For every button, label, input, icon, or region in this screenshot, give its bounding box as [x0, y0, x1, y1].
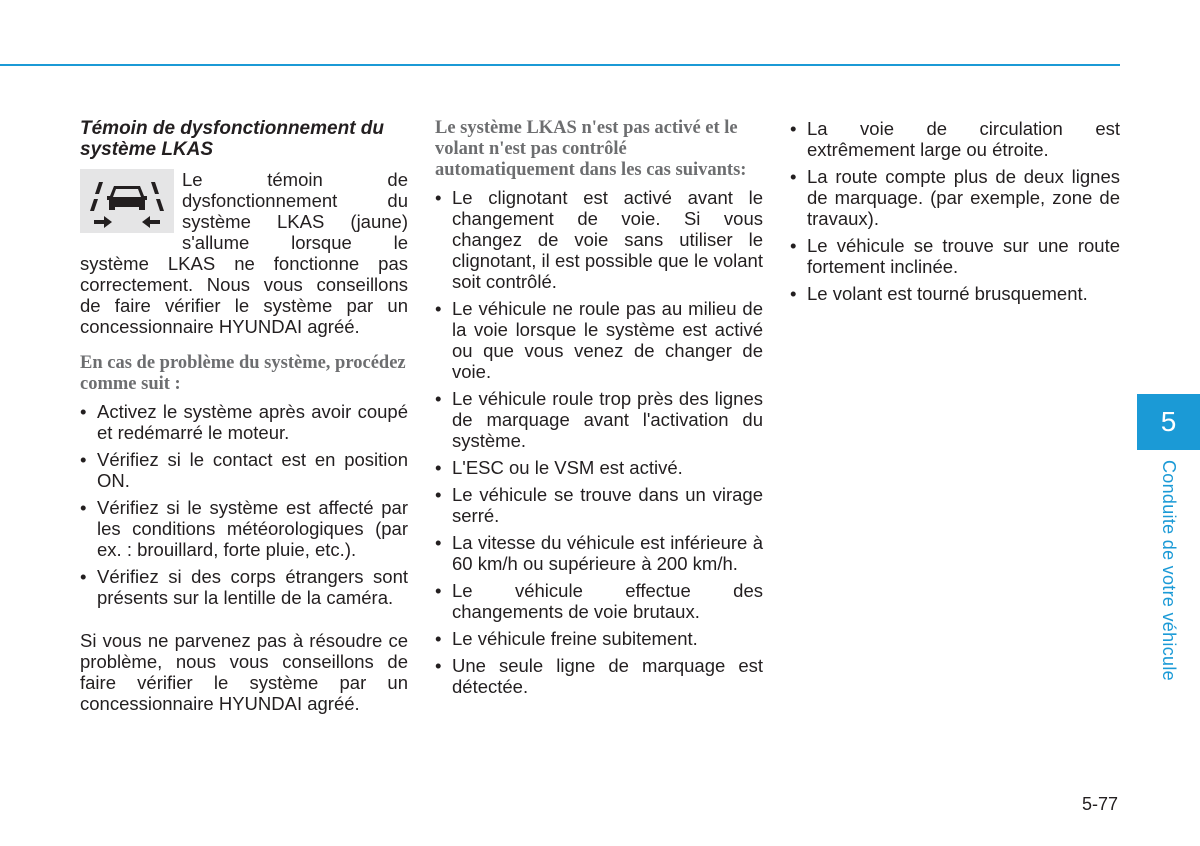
- top-rule: [0, 64, 1120, 66]
- list-item: • Vérifiez si des corps étrangers sont présents sur la lentille de la caméra.: [80, 566, 408, 608]
- not-activated-heading: Le système LKAS n'est pas activé et le volant n'est pas contrôlé automatiquement dans les cas suivants:: [435, 118, 747, 180]
- lkas-warning-icon: [80, 169, 174, 233]
- list-item: • Vérifiez si le système est affecté par les conditions météorologiques (par ex. : brouillard, forte pluie, etc.).: [80, 497, 408, 560]
- column-1: [80, 118, 408, 714]
- continued-bullet-list: [790, 118, 1120, 304]
- icon-wrapper: [80, 169, 174, 233]
- list-item: • L'ESC ou le VSM est activé.: [435, 457, 763, 478]
- not-activated-bullet-list: [435, 187, 763, 697]
- list-item: • Activez le système après avoir coupé et redémarré le moteur.: [80, 401, 408, 443]
- section-number-tab: 5: [1137, 394, 1200, 450]
- closing-paragraph: Si vous ne parvenez pas à résoudre ce problème, nous vous conseillons de faire vérifier le système par un concessionnaire HYUNDAI agréé.: [80, 630, 408, 714]
- list-item: • La vitesse du véhicule est inférieure à 60 km/h ou supérieure à 200 km/h.: [435, 532, 763, 574]
- list-item: • Le véhicule effectue des changements de voie brutaux.: [435, 580, 763, 622]
- list-item: • Le véhicule roule trop près des lignes de marquage avant l'activation du système.: [435, 388, 763, 451]
- list-item: • Le véhicule ne roule pas au milieu de la voie lorsque le système est activé ou que vous venez de changer de voie.: [435, 298, 763, 382]
- section-side-label: Conduite de votre véhicule: [1159, 460, 1179, 681]
- list-item: • Le véhicule se trouve sur une route fortement inclinée.: [790, 235, 1120, 277]
- list-item: • Une seule ligne de marquage est détectée.: [435, 655, 763, 697]
- lkas-malfunction-heading: Témoin de dysfonctionnement du système LKAS: [80, 118, 385, 160]
- list-item: • Le clignotant est activé avant le changement de voie. Si vous changez de voie sans utiliser le clignotant, il est possible que le volant soit contrôlé.: [435, 187, 763, 292]
- list-item: • Le véhicule freine subitement.: [435, 628, 763, 649]
- list-item: • La voie de circulation est extrêmement large ou étroite.: [790, 118, 1120, 160]
- lkas-malfunction-text: Le témoin de dysfonctionnement du système LKAS (jaune) s'allume lorsque le système LKAS ne fonctionne pas correctement. Nous vous conseillons de faire vérifier le système par un concessionnaire HYUNDAI agréé.: [80, 169, 408, 337]
- problem-bullet-list: [80, 401, 408, 608]
- page-number: 5-77: [1081, 794, 1118, 814]
- column-2: [435, 118, 763, 703]
- list-item: • Le volant est tourné brusquement.: [790, 283, 1120, 304]
- column-3: [790, 118, 1120, 310]
- problem-subheading: En cas de problème du système, procédez comme suit :: [80, 353, 406, 394]
- list-item: • La route compte plus de deux lignes de marquage. (par exemple, zone de travaux).: [790, 166, 1120, 229]
- list-item: • Le véhicule se trouve dans un virage serré.: [435, 484, 763, 526]
- list-item: • Vérifiez si le contact est en position ON.: [80, 449, 408, 491]
